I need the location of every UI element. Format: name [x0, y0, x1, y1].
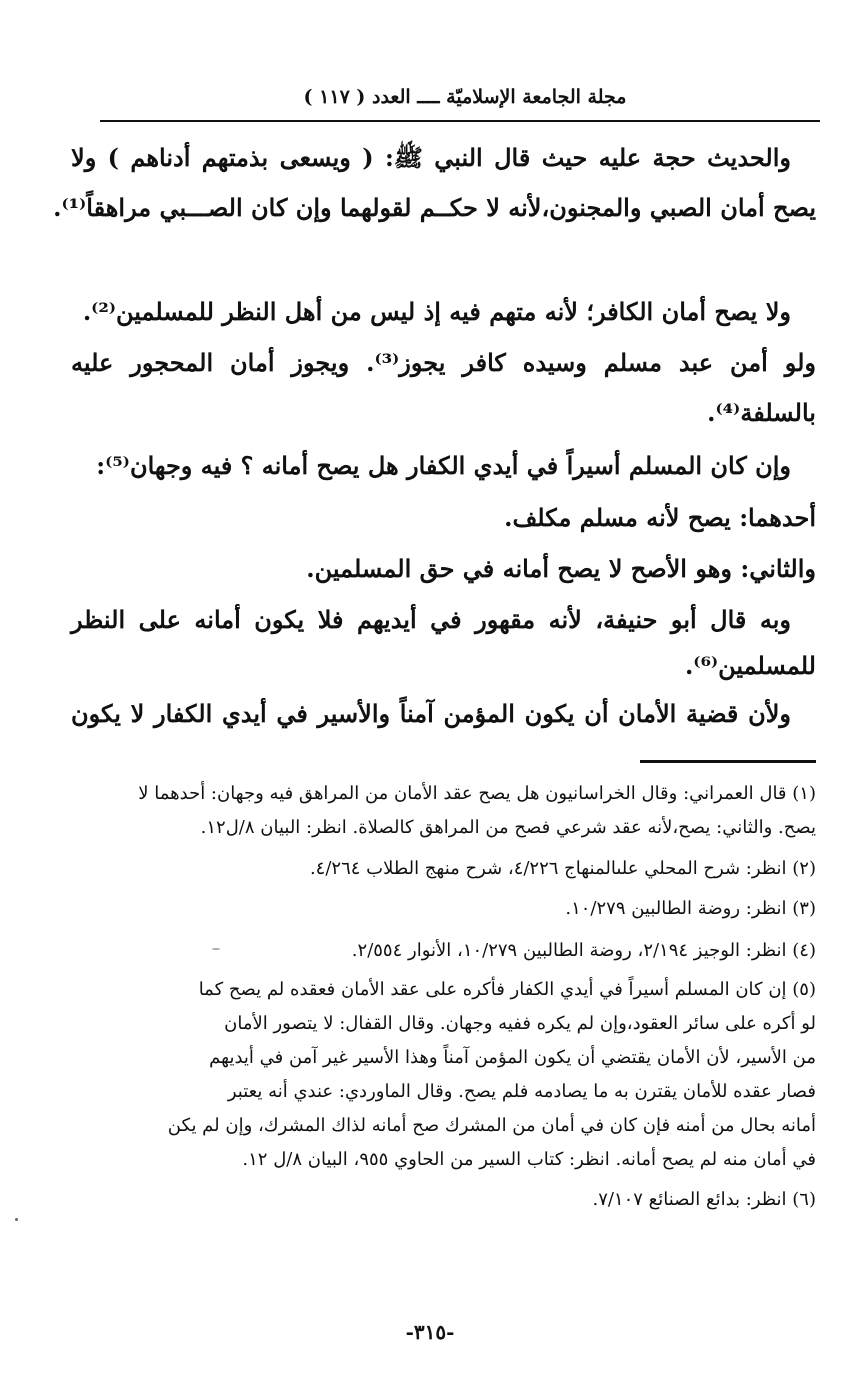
footnote-line: (٤) انظر: الوجيز ٢/١٩٤، روضة الطالبين ١٠/٢٧٩، الأنوار ٢/٥٥٤. — [351, 940, 816, 961]
scan-speck — [15, 1218, 18, 1221]
footnote-line: فصار عقده للأمان يقترن به ما يصادمه فلم يصح. وقال الماوردي: عندي أنه يعتبر — [227, 1081, 816, 1102]
running-header: مجلة الجامعة الإسلاميّة ــــ العدد ( ١١٧ ) — [303, 86, 627, 108]
body-line: ولو أمن عبد مسلم وسيده كافر يجوز⁽³⁾. ويجوز أمان المحجور عليه — [71, 348, 816, 377]
body-line: والحديث حجة عليه حيث قال النبي ﷺ: ( ويسعى بذمتهم أدناهم ) ولا — [71, 143, 791, 172]
footnote-line: (٢) انظر: شرح المحلي علىالمنهاج ٤/٢٢٦، شرح منهج الطلاب ٤/٢٦٤. — [309, 858, 816, 879]
footnote-line: من الأسير، لأن الأمان يقتضي أن يكون المؤمن آمناً وهذا الأسير غير آمن في أيديهم — [209, 1047, 816, 1068]
body-line: ولأن قضية الأمان أن يكون المؤمن آمناً والأسير في أيدي الكفار لا يكون — [71, 699, 791, 728]
footnote-separator — [640, 760, 816, 763]
footnote-line: (١) قال العمراني: وقال الخراسانيون هل يصح عقد الأمان من المراهق فيه وجهان: أحدهما لا — [138, 783, 816, 804]
body-line: يصح أمان الصبي والمجنون،لأنه لا حكــم لقولهما وإن كان الصـــبي مراهقاً⁽¹⁾. — [53, 193, 816, 222]
body-line: أحدهما: يصح لأنه مسلم مكلف. — [504, 503, 816, 532]
header-rule — [100, 120, 820, 122]
footnote-line: (٣) انظر: روضة الطالبين ١٠/٢٧٩. — [565, 898, 816, 919]
body-line: والثاني: وهو الأصح لا يصح أمانه في حق المسلمين. — [306, 554, 816, 583]
footnote-line: أمانه بحال من أمنه فإن كان في أمان من المشرك صح أمانه لذاك المشرك، وإن لم يكن — [167, 1115, 816, 1136]
footnote-line: (٥) إن كان المسلم أسيراً في أيدي الكفار فأكره على عقد الأمان فعقده لم يصح كما — [198, 979, 816, 1000]
body-line: للمسلمين⁽⁶⁾. — [684, 651, 816, 680]
body-line: بالسلفة⁽⁴⁾. — [707, 398, 816, 427]
body-line: ولا يصح أمان الكافر؛ لأنه متهم فيه إذ ليس من أهل النظر للمسلمين⁽²⁾. — [82, 297, 791, 326]
scan-speck — [212, 948, 220, 950]
page-number: -٣١٥- — [405, 1320, 455, 1344]
footnote-line: يصح. والثاني: يصح،لأنه عقد شرعي فصح من المراهق كالصلاة. انظر: البيان ٨/ل١٢. — [200, 817, 816, 838]
body-line: وبه قال أبو حنيفة، لأنه مقهور في أيديهم فلا يكون أمانه على النظر — [71, 605, 791, 634]
body-line: وإن كان المسلم أسيراً في أيدي الكفار هل يصح أمانه ؟ فيه وجهان⁽⁵⁾: — [96, 451, 791, 480]
footnote-line: (٦) انظر: بدائع الصنائع ٧/١٠٧. — [592, 1189, 816, 1210]
footnote-line: لو أكره على سائر العقود،وإن لم يكره ففيه وجهان. وقال القفال: لا يتصور الأمان — [224, 1013, 816, 1034]
footnote-line: في أمان منه لم يصح أمانه. انظر: كتاب السير من الحاوي ٩٥٥، البيان ٨/ل ١٢. — [242, 1149, 816, 1170]
